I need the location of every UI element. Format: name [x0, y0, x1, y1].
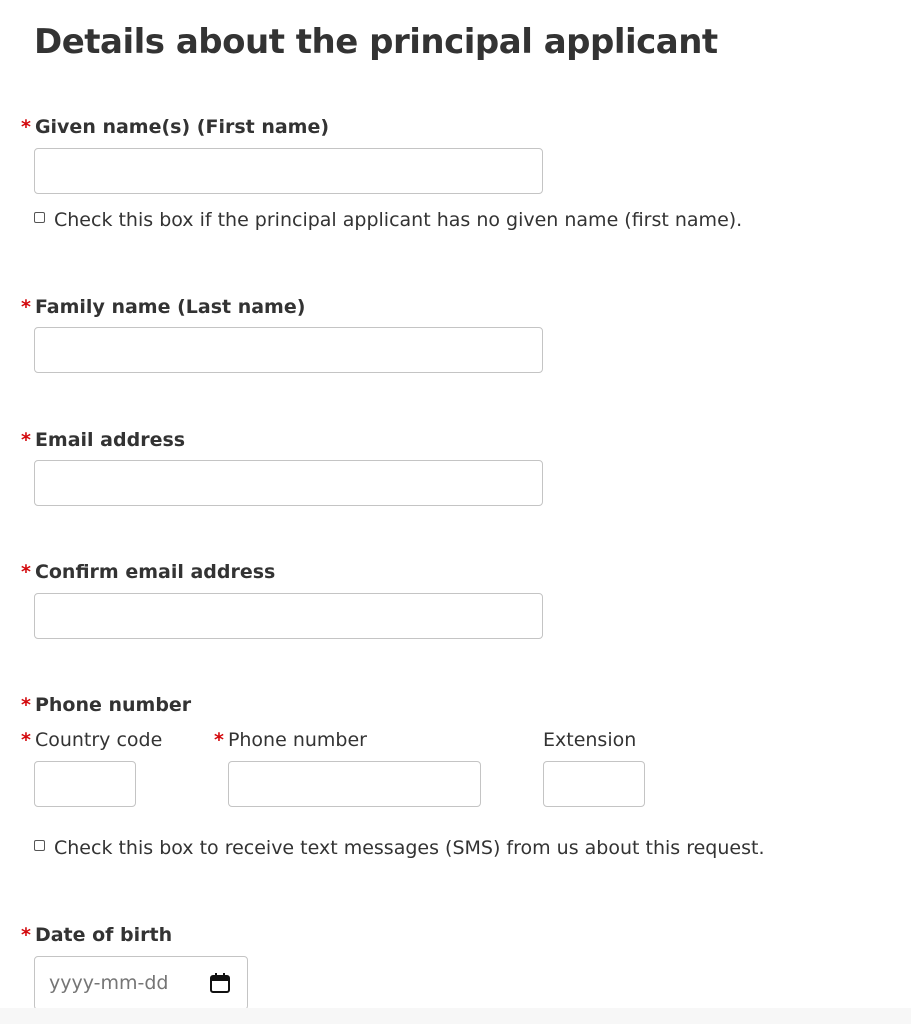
page-footer-strip	[0, 1008, 911, 1024]
required-marker: *	[21, 296, 31, 318]
email-label	[21, 428, 185, 452]
no-given-name-checkbox-row[interactable]	[34, 207, 742, 233]
family-name-input[interactable]	[34, 327, 543, 373]
given-name-label-text: Given name(s) (First name)	[34, 116, 330, 138]
required-marker: *	[21, 561, 31, 583]
country-code-label	[21, 728, 162, 752]
sms-checkbox-row[interactable]	[34, 835, 764, 861]
page-title: Details about the principal applicant	[34, 22, 718, 62]
sms-checkbox-label[interactable]: Check this box to receive text messages (SMS) from us about this request.	[54, 837, 765, 859]
phone-number-input[interactable]	[228, 761, 481, 807]
required-marker: *	[21, 729, 31, 751]
confirm-email-label-text: Confirm email address	[34, 561, 276, 583]
phone-group-label-text: Phone number	[34, 694, 192, 716]
no-given-name-checkbox-label[interactable]: Check this box if the principal applicant has no given name (first name).	[54, 209, 743, 231]
phone-number-label	[214, 728, 367, 752]
date-of-birth-label-text: Date of birth	[34, 924, 173, 946]
country-code-label-text: Country code	[34, 729, 163, 751]
phone-group-label	[21, 693, 191, 717]
extension-input[interactable]	[543, 761, 645, 807]
required-marker: *	[21, 924, 31, 946]
extension-label: Extension	[543, 729, 637, 751]
confirm-email-input[interactable]	[34, 593, 543, 639]
calendar-icon[interactable]	[209, 972, 231, 994]
country-code-input[interactable]	[34, 761, 136, 807]
date-of-birth-input[interactable]	[34, 956, 248, 1010]
family-name-label-text: Family name (Last name)	[34, 296, 306, 318]
family-name-label	[21, 295, 305, 319]
email-input[interactable]	[34, 460, 543, 506]
sms-checkbox[interactable]	[34, 840, 45, 851]
phone-number-label-text: Phone number	[227, 729, 367, 751]
no-given-name-checkbox[interactable]	[34, 212, 45, 223]
given-name-input[interactable]	[34, 148, 543, 194]
date-placeholder[interactable]: yyyy-mm-dd	[49, 972, 169, 994]
given-name-label	[21, 115, 329, 139]
required-marker: *	[21, 429, 31, 451]
date-of-birth-label	[21, 923, 172, 947]
required-marker: *	[21, 116, 31, 138]
email-label-text: Email address	[34, 429, 186, 451]
required-marker: *	[214, 729, 224, 751]
required-marker: *	[21, 694, 31, 716]
confirm-email-label	[21, 560, 275, 584]
